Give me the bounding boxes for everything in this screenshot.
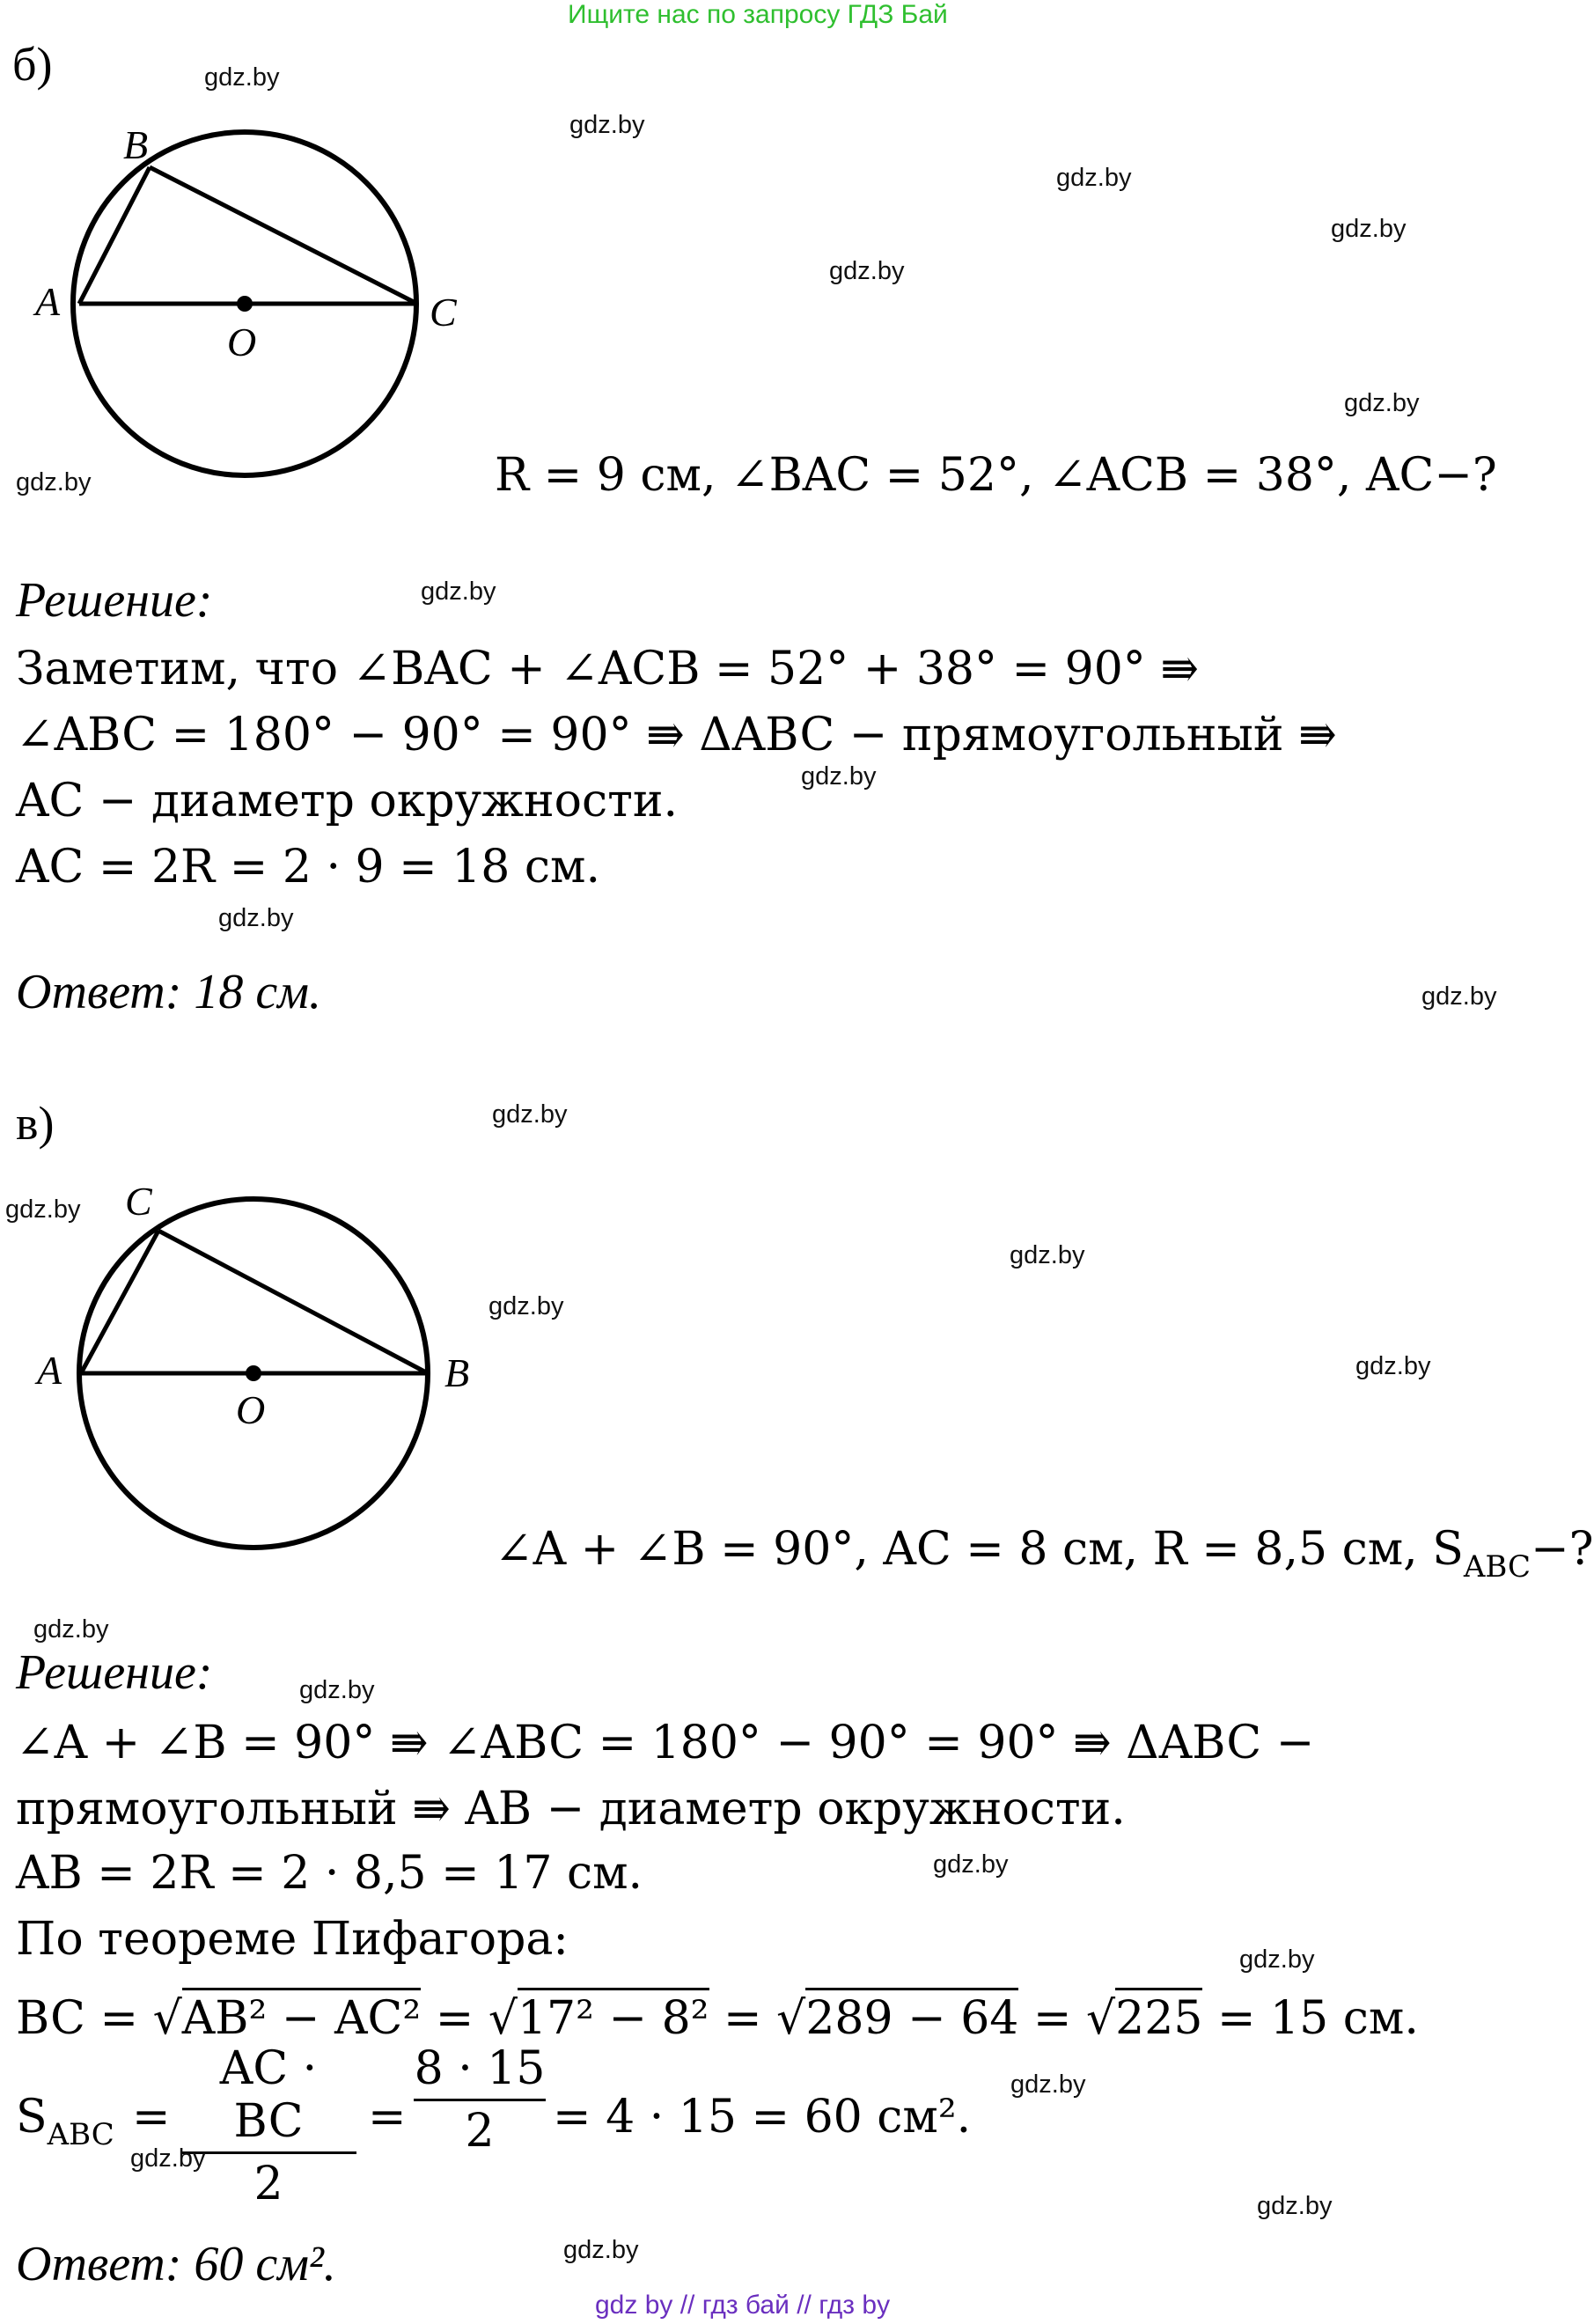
part-v-line-2: прямоугольный ⇛ AB − диаметр окружности. bbox=[16, 1783, 1126, 1835]
watermark: gdz.by bbox=[5, 1195, 81, 1224]
watermark: gdz.by bbox=[299, 1676, 375, 1704]
label-v-point-B: B bbox=[444, 1350, 470, 1395]
part-v-label: в) bbox=[16, 1097, 55, 1150]
part-v-solution-heading: Решение: bbox=[16, 1645, 213, 1700]
part-b-label: б) bbox=[12, 38, 53, 91]
watermark: gdz.by bbox=[1257, 2192, 1333, 2220]
label-b-point-A: A bbox=[35, 279, 61, 324]
label-b-point-O: O bbox=[227, 320, 257, 364]
part-v-line-1: ∠A + ∠B = 90° ⇛ ∠ABC = 180° − 90° = 90° ⇛ ΔABC − bbox=[16, 1717, 1315, 1769]
part-b-answer: Ответ: 18 см. bbox=[16, 965, 321, 1019]
part-v-area-frac2: 8 · 15 2 bbox=[414, 2042, 546, 2158]
part-v-area-eq1: = bbox=[132, 2091, 171, 2144]
watermark: gdz.by bbox=[1010, 2070, 1086, 2099]
label-v-point-C: C bbox=[125, 1179, 152, 1224]
watermark: gdz.by bbox=[563, 2236, 639, 2264]
watermark: gdz.by bbox=[488, 1292, 564, 1320]
watermark: gdz.by bbox=[1239, 1945, 1315, 1974]
label-v-point-O: O bbox=[236, 1387, 266, 1432]
watermark: gdz.by bbox=[130, 2144, 206, 2173]
part-v-area-s: $S_{ABC}$ bbox=[16, 2091, 114, 2152]
label-b-point-B: B bbox=[123, 122, 149, 167]
part-b-line-4: AC = 2R = 2 · 9 = 18 см. bbox=[16, 841, 601, 894]
watermark: gdz.by bbox=[1344, 389, 1420, 417]
part-b-given: R = 9 см, ∠BAC = 52°, ∠ACB = 38°, AC−? bbox=[495, 449, 1497, 502]
watermark: gdz.by bbox=[421, 577, 496, 606]
watermark: gdz.by bbox=[569, 111, 645, 139]
chord-cb bbox=[158, 1231, 428, 1373]
part-v-answer: Ответ: 60 см². bbox=[16, 2237, 336, 2291]
watermark: gdz.by bbox=[1355, 1352, 1431, 1380]
part-v-line-3: AB = 2R = 2 · 8,5 = 17 см. bbox=[16, 1847, 643, 1900]
watermark: gdz.by bbox=[218, 904, 294, 932]
center-point-v bbox=[246, 1365, 261, 1381]
part-v-line-4: По теореме Пифагора: bbox=[16, 1913, 569, 1966]
part-b-figure bbox=[26, 114, 484, 493]
part-b-line-3: AC − диаметр окружности. bbox=[16, 775, 679, 827]
watermark: gdz.by bbox=[829, 257, 905, 285]
part-v-figure bbox=[26, 1184, 484, 1554]
top-banner: Ищите нас по запросу ГДЗ Бай bbox=[568, 0, 948, 29]
part-v-given: ∠A + ∠B = 90°, AC = 8 см, R = 8,5 см, $S_{ABC}-$? bbox=[495, 1523, 1594, 1585]
part-v-area-frac1: AC · BC 2 bbox=[180, 2042, 356, 2210]
watermark: gdz.by bbox=[492, 1100, 568, 1129]
watermark: gdz.by bbox=[933, 1850, 1009, 1879]
watermark: gdz.by bbox=[1056, 164, 1132, 192]
chord-bc bbox=[150, 167, 417, 304]
label-b-point-C: C bbox=[430, 290, 457, 335]
watermark: gdz.by bbox=[801, 762, 877, 791]
watermark: gdz.by bbox=[16, 468, 92, 496]
center-point bbox=[237, 296, 253, 312]
watermark: gdz.by bbox=[1010, 1241, 1085, 1269]
watermark: gdz.by bbox=[1421, 982, 1497, 1011]
part-v-area-tail: = 4 · 15 = 60 см². bbox=[553, 2091, 972, 2144]
part-b-solution-heading: Решение: bbox=[16, 573, 213, 628]
part-v-area-eq2: = bbox=[368, 2091, 407, 2144]
part-b-line-2: ∠ABC = 180° − 90° = 90° ⇛ ΔABC − прямоугольный ⇛ bbox=[16, 709, 1337, 761]
watermark: gdz.by bbox=[1331, 215, 1407, 243]
part-v-bc-line: BC = √AB² − AC² = √17² − 8² = √289 − 64 = √225 = 15 см. bbox=[16, 1988, 1419, 2045]
footer-links[interactable]: gdz by // гдз бай // гдз by bbox=[595, 2291, 891, 2320]
watermark: gdz.by bbox=[204, 63, 280, 92]
label-v-point-A: A bbox=[37, 1348, 62, 1393]
watermark: gdz.by bbox=[33, 1615, 109, 1644]
part-b-line-1: Заметим, что ∠BAC + ∠ACB = 52° + 38° = 90° ⇛ bbox=[16, 643, 1199, 695]
